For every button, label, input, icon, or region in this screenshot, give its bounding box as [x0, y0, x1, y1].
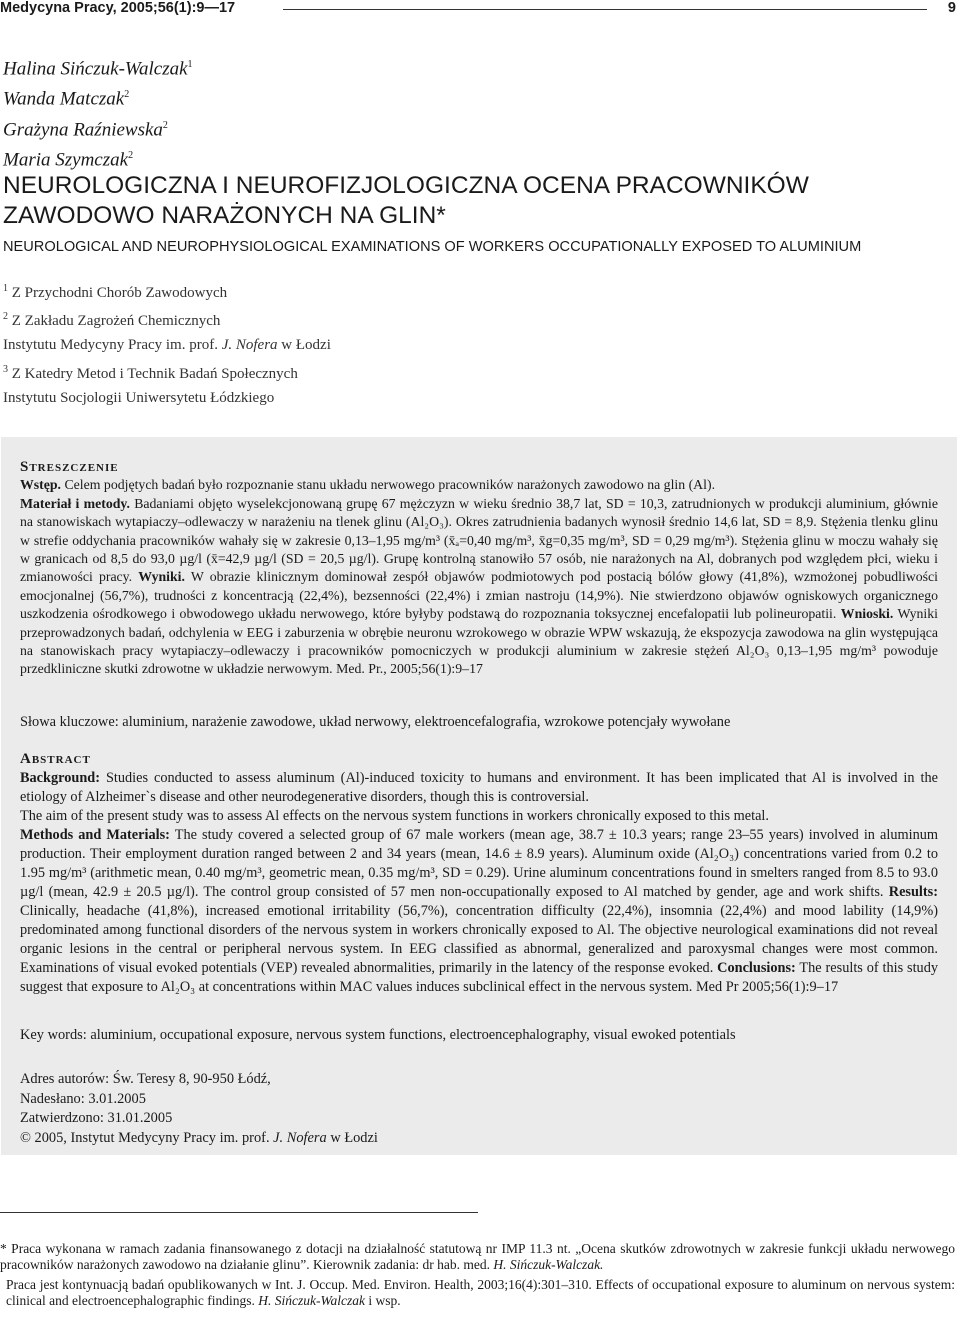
- author-3: Grażyna Raźniewska$^2$: [3, 118, 168, 140]
- footnote-funding: * Praca wykonana w ramach zadania finansowanego z dotacji na działalność statutową nr IMP 11.3 nt. „Ocena skutków zdrowotnych w zakresie funkcji układu nerwowego pracowników narażonych zawodowo na działanie glinu”. Kierownik zadania: dr hab. med. H. Sińczuk-Walczak.: [0, 1241, 955, 1273]
- streszczenie-heading: Streszczenie: [20, 459, 119, 475]
- footnote-rule: [0, 1212, 478, 1213]
- correspondence: [20, 1070, 378, 1148]
- slowa-kluczowe: Słowa kluczowe: aluminium, narażenie zawodowe, układ nerwowy, elektroencefalografia, wzrokowe potencjały wywołane: [20, 714, 731, 730]
- article-title: NEUROLOGICZNA I NEUROFIZJOLOGICZNA OCENA PRACOWNIKÓW ZAWODOWO NARAŻONYCH NA GLIN*: [3, 172, 809, 229]
- affiliation-3-institute: Instytutu Socjologii Uniwersytetu Łódzkiego: [3, 389, 275, 406]
- affiliation-1: $^1$ Z Przychodni Chorób Zawodowych: [3, 283, 228, 301]
- received-date: Nadesłano: 3.01.2005: [20, 1090, 146, 1107]
- author-4: Maria Szymczak$^2$: [3, 149, 134, 171]
- affiliation-3: $^3$ Z Katedry Metod i Technik Badań Społecznych: [3, 363, 298, 382]
- abstract-section: [20, 750, 938, 997]
- author-list: [3, 52, 193, 173]
- abstract-heading: Abstract: [20, 751, 91, 767]
- streszczenie-section: [20, 458, 938, 679]
- affiliation-2: $^2$ Z Zakładu Zagrożeń Chemicznych: [3, 311, 221, 330]
- page-header: [0, 0, 960, 36]
- affiliation-2-institute: Instytutu Medycyny Pracy im. prof. J. Nofera w Łodzi: [3, 337, 331, 354]
- footnotes: [0, 1241, 955, 1313]
- key-words: Key words: aluminium, occupational exposure, nervous system functions, electroencephalography, visual ewoked potentials: [20, 1027, 736, 1043]
- abstract-methods: Methods and Materials: The study covered a selected group of 67 male workers (mean age, 38.7 ± 10.3 years; range 23–55 years) involved in aluminum production. Their employment duration ranged between 2 and 34 years (mean, 14.6 ± 8.9 years). Aluminum oxide (Al₂O₃) concentrations varied from 0.2 to 1.95 mg/m³ (arithmetic mean, 0.40 mg/m³, geometric mean, 0.35 mg/m³, SD = 0.29). Urine aluminum concentrations found in smelters ranged from 8.5 to 93.0 µg/l (mean, 42.9 ± 20.5 µg/l). The control group consisted of 57 men non-occupationally exposed to Al matched by gender, age and work shifts. Results: Clinically, headache (41,8%), increased emotional irritability (56,7%), concentration difficulty (22,4%), insomnia (22,4%) and mood lability (14,9%) predominated among functional disorders of the nervous system in workers chronically exposed to Al. The objective neurological examinations did not reveal organic lesions in the central or peripheral nervous system. In EEG classified as abnormal, generalized and paroxysmal changes were most common. Examinations of visual evoked potentials (VEP) revealed abnormalities, primarily in the latency of the response evoked. Conclusions: The results of this study suggest that exposure to Al₂O₃ at concentrations within MAC values induces subclinical effect in the nervous system. Med Pr 2005;56(1):9–17: [20, 827, 939, 995]
- author-1: Halina Sińczuk-Walczak$^1$: [3, 58, 193, 80]
- abstract-aim: The aim of the present study was to assess Al effects on the nervous system functions in workers chronically exposed to this metal.: [20, 808, 769, 824]
- copyright-line: © 2005, Instytut Medycyny Pracy im. prof. J. Nofera w Łodzi: [20, 1129, 378, 1146]
- streszczenie-body: Wstęp. Celem podjętych badań było rozpoznanie stanu układu nerwowego pracowników narażonych zawodowo na glin (Al). Materiał i metody. Badaniami objęto wyselekcjonowaną grupę 67 mężczyzn w wieku średnio 38,7 lat, SD = 10,3, zatrudnionych w produkcji aluminium, głównie na stanowiskach wytapiaczy–odlewaczy w narażeniu na tlenek glinu (Al₂O₃). Okres zatrudnienia badanych wynosił średnio 14,6 lat, SD = 8,9. Stężenia tlenku glinu w strefie oddychania pracowników wahały się w zakresie 0,13–1,95 mg/m³ (x̄ₐ=0,40 mg/m³, x̄g=0,35 mg/m³, SD = 0,29 mg/m³). Stężenia glinu w moczu wahały się w granicach od 8,5 do 93,0 µg/l (x̄=42,9 µg/l (SD = 20,5 µg/l). Grupę kontrolną stanowiło 57 osób, nie narażonych na Al, dobranych pod względem płci, wieku i zmianowości pracy. Wyniki. W obrazie klinicznym dominował zespół objawów podmiotowych pod postacią bólów głowy (41,8%), wzmożonej pobudliwości emocjonalnej (56,7%), trudności z koncentracją (22,4%), bezsenności (22,4%) i zmian nastroju (14,9%). Nie stwierdzono objawów ogniskowych organicznego uszkodzenia ośrodkowego i obwodowego układu nerwowego, które byłyby podstawą do rozpoznania toksycznej encefalopatii lub polineuropatii. Wnioski. Wyniki przeprowadzonych badań, odchylenia w EEG i zaburzenia w obrębie neuronu wzrokowego w obrazie WPW wskazują, że ekspozycja zawodowa na glin występująca na stanowiskach pracy wytapiaczy–odlewaczy i pracowników pomocniczych w produkcji aluminium w zakresie stężeń Al₂O₃ 0,13–1,95 mg/m³ powoduje przedkliniczne skutki zdrowotne w układzie nerwowym. Med. Pr., 2005;56(1):9–17: [20, 477, 939, 677]
- page-number: 9: [947, 0, 956, 16]
- affiliations: [3, 277, 331, 410]
- accepted-date: Zatwierdzono: 31.01.2005: [20, 1110, 173, 1127]
- article-title-english: NEUROLOGICAL AND NEUROPHYSIOLOGICAL EXAMINATIONS OF WORKERS OCCUPATIONALLY EXPOSED TO ALUMINIUM: [3, 239, 862, 255]
- author-2: Wanda Matczak$^2$: [3, 88, 130, 110]
- journal-citation: Medycyna Pracy, 2005;56(1):9—17: [0, 0, 236, 16]
- footnote-continuation: Praca jest kontynuacją badań opublikowanych w Int. J. Occup. Med. Environ. Health, 2003;16(4):301–310. Effects of occupational exposure to aluminum on nervous system: clinical and electroencephalographic findings. H. Sińczuk-Walczak i wsp.: [6, 1276, 955, 1309]
- abstract-background: Background: Studies conducted to assess aluminum (Al)-induced toxicity to humans and environment. It has been implicated that Al is involved in the etiology of Alzheimer`s disease and other neurodegenerative disorders, though this is controversial.: [20, 770, 938, 805]
- header-rule: [283, 9, 927, 10]
- address-line: Adres autorów: Św. Teresy 8, 90-950 Łódź,: [20, 1071, 271, 1087]
